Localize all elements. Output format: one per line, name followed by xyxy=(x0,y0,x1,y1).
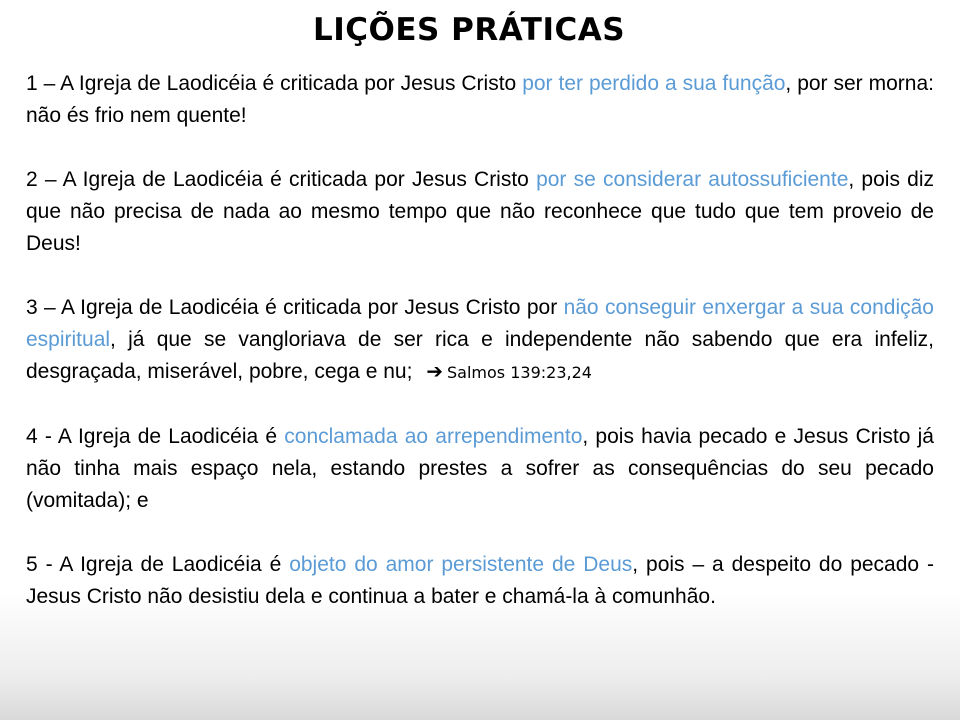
lesson-text: 4 - A Igreja de Laodicéia é xyxy=(26,425,285,448)
lesson-highlight: não conseguir enxergar a sua condição espiritual xyxy=(26,296,934,351)
lessons-list xyxy=(26,68,934,613)
lesson-text: , pois havia pecado e Jesus Cristo já não tinha mais espaço nela, estando prestes a sofrer as consequências do seu pecado (vomitada); e xyxy=(26,425,934,512)
lesson-highlight: conclamada ao arrependimento xyxy=(284,425,583,448)
lesson-highlight: por ter perdido a sua função xyxy=(522,72,786,95)
page-title: LIÇÕES PRÁTICAS xyxy=(312,12,626,48)
lesson-text: 3 – A Igreja de Laodicéia é criticada por Jesus Cristo por xyxy=(26,296,564,319)
bible-reference: Salmos 139:23,24 xyxy=(447,363,592,382)
right-arrow-icon: ➔ xyxy=(426,361,443,383)
lesson-text: 5 - A Igreja de Laodicéia é xyxy=(26,553,290,576)
lesson-text: , já que se vangloriava de ser rica e independente não sabendo que era infeliz, desgraçada, miserável, pobre, cega e nu; xyxy=(26,328,934,383)
lesson-text: , pois – a despeito do pecado - Jesus Cristo não desistiu dela e continua a bater e chamá-la à comunhão. xyxy=(26,553,935,608)
lesson-item-5 xyxy=(26,549,934,613)
lesson-highlight: objeto do amor persistente de Deus xyxy=(289,553,633,576)
lesson-text: 2 – A Igreja de Laodicéia é criticada por Jesus Cristo xyxy=(26,168,537,191)
lesson-item-4 xyxy=(26,421,934,517)
lesson-highlight: por se considerar autossuficiente xyxy=(536,168,849,191)
lesson-text: 1 – A Igreja de Laodicéia é criticada por Jesus Cristo xyxy=(26,72,523,95)
lesson-item-2 xyxy=(26,164,934,260)
lesson-text: , pois diz que não precisa de nada ao mesmo tempo que não reconhece que tudo que tem proveio de Deus! xyxy=(26,168,934,255)
lesson-item-3 xyxy=(26,292,934,389)
lesson-item-1 xyxy=(26,68,934,132)
lesson-text: , por ser morna: não és frio nem quente! xyxy=(26,72,934,127)
